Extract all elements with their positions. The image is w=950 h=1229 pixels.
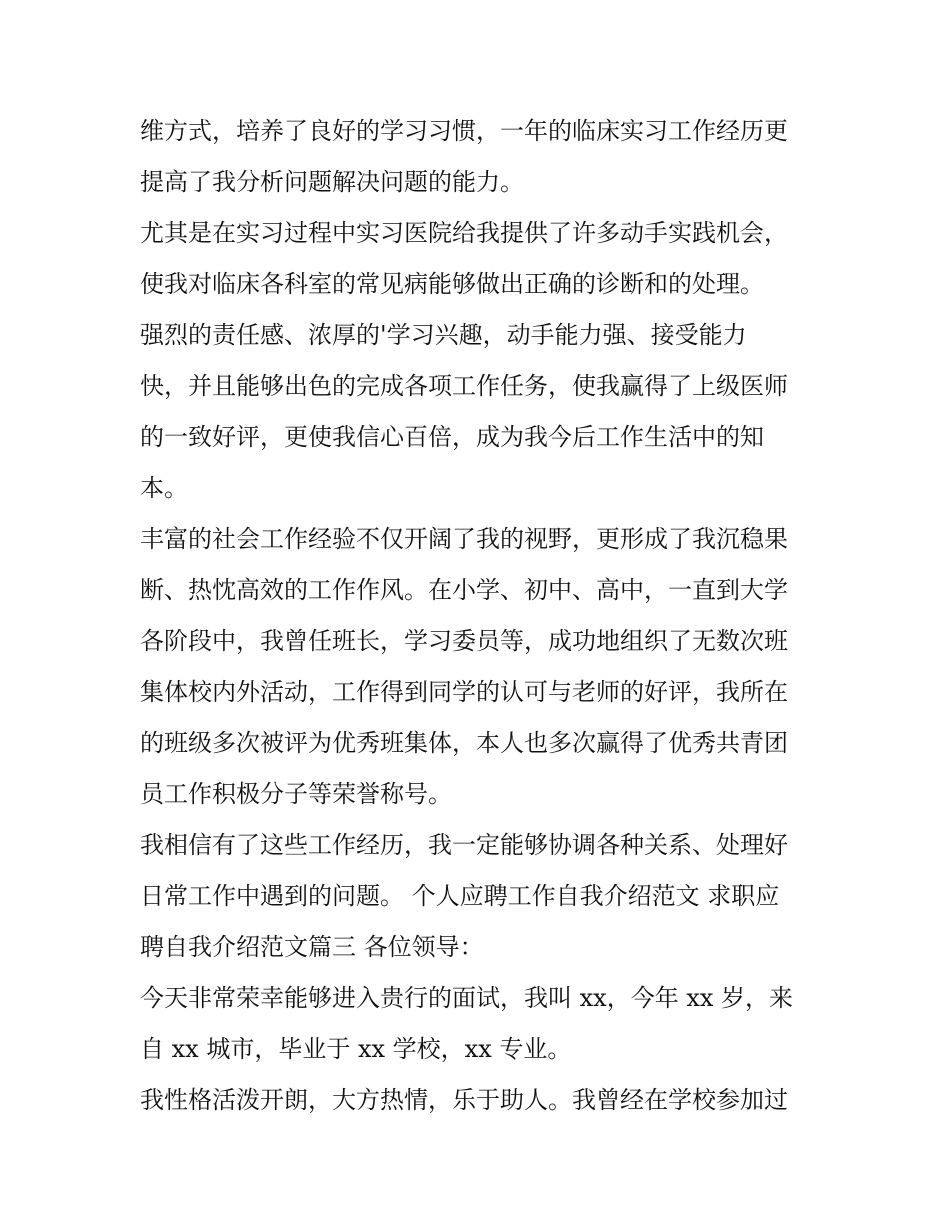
text-line: 使我对临床各科室的常见病能够做出正确的诊断和的处理。	[140, 270, 764, 298]
text-line: 我相信有了这些工作经历，我一定能够协调各种关系、处理好	[140, 831, 788, 859]
text-line: 维方式，培养了良好的学习习惯，一年的临床实习工作经历更	[140, 117, 788, 145]
text-line: 今天非常荣幸能够进入贵行的面试，我叫 xx，今年 xx 岁，来	[140, 984, 794, 1012]
text-line: 自 xx 城市，毕业于 xx 学校，xx 专业。	[140, 1035, 572, 1063]
text-line: 强烈的责任感、浓厚的'学习兴趣，动手能力强、接受能力	[140, 321, 747, 349]
text-line: 员工作积极分子等荣誉称号。	[140, 780, 452, 808]
text-line: 聘自我介绍范文篇三 各位领导：	[140, 933, 484, 961]
text-line: 断、热忱高效的工作作风。在小学、初中、高中，一直到大学	[140, 576, 788, 604]
text-line: 尤其是在实习过程中实习医院给我提供了许多动手实践机会，	[140, 219, 788, 247]
text-line: 本。	[140, 474, 188, 502]
text-line: 的班级多次被评为优秀班集体，本人也多次赢得了优秀共青团	[140, 729, 788, 757]
text-line: 丰富的社会工作经验不仅开阔了我的视野，更形成了我沉稳果	[140, 525, 788, 553]
text-line: 日常工作中遇到的问题。 个人应聘工作自我介绍范文 求职应	[140, 882, 780, 910]
text-line: 的一致好评，更使我信心百倍，成为我今后工作生活中的知	[140, 423, 764, 451]
text-line: 我性格活泼开朗，大方热情，乐于助人。我曾经在学校参加过	[140, 1086, 788, 1114]
document-body	[140, 106, 820, 1126]
text-line: 各阶段中，我曾任班长，学习委员等，成功地组织了无数次班	[140, 627, 788, 655]
text-line: 提高了我分析问题解决问题的能力。	[140, 168, 524, 196]
text-line: 快，并且能够出色的完成各项工作任务，使我赢得了上级医师	[140, 372, 788, 400]
text-line: 集体校内外活动，工作得到同学的认可与老师的好评，我所在	[140, 678, 788, 706]
